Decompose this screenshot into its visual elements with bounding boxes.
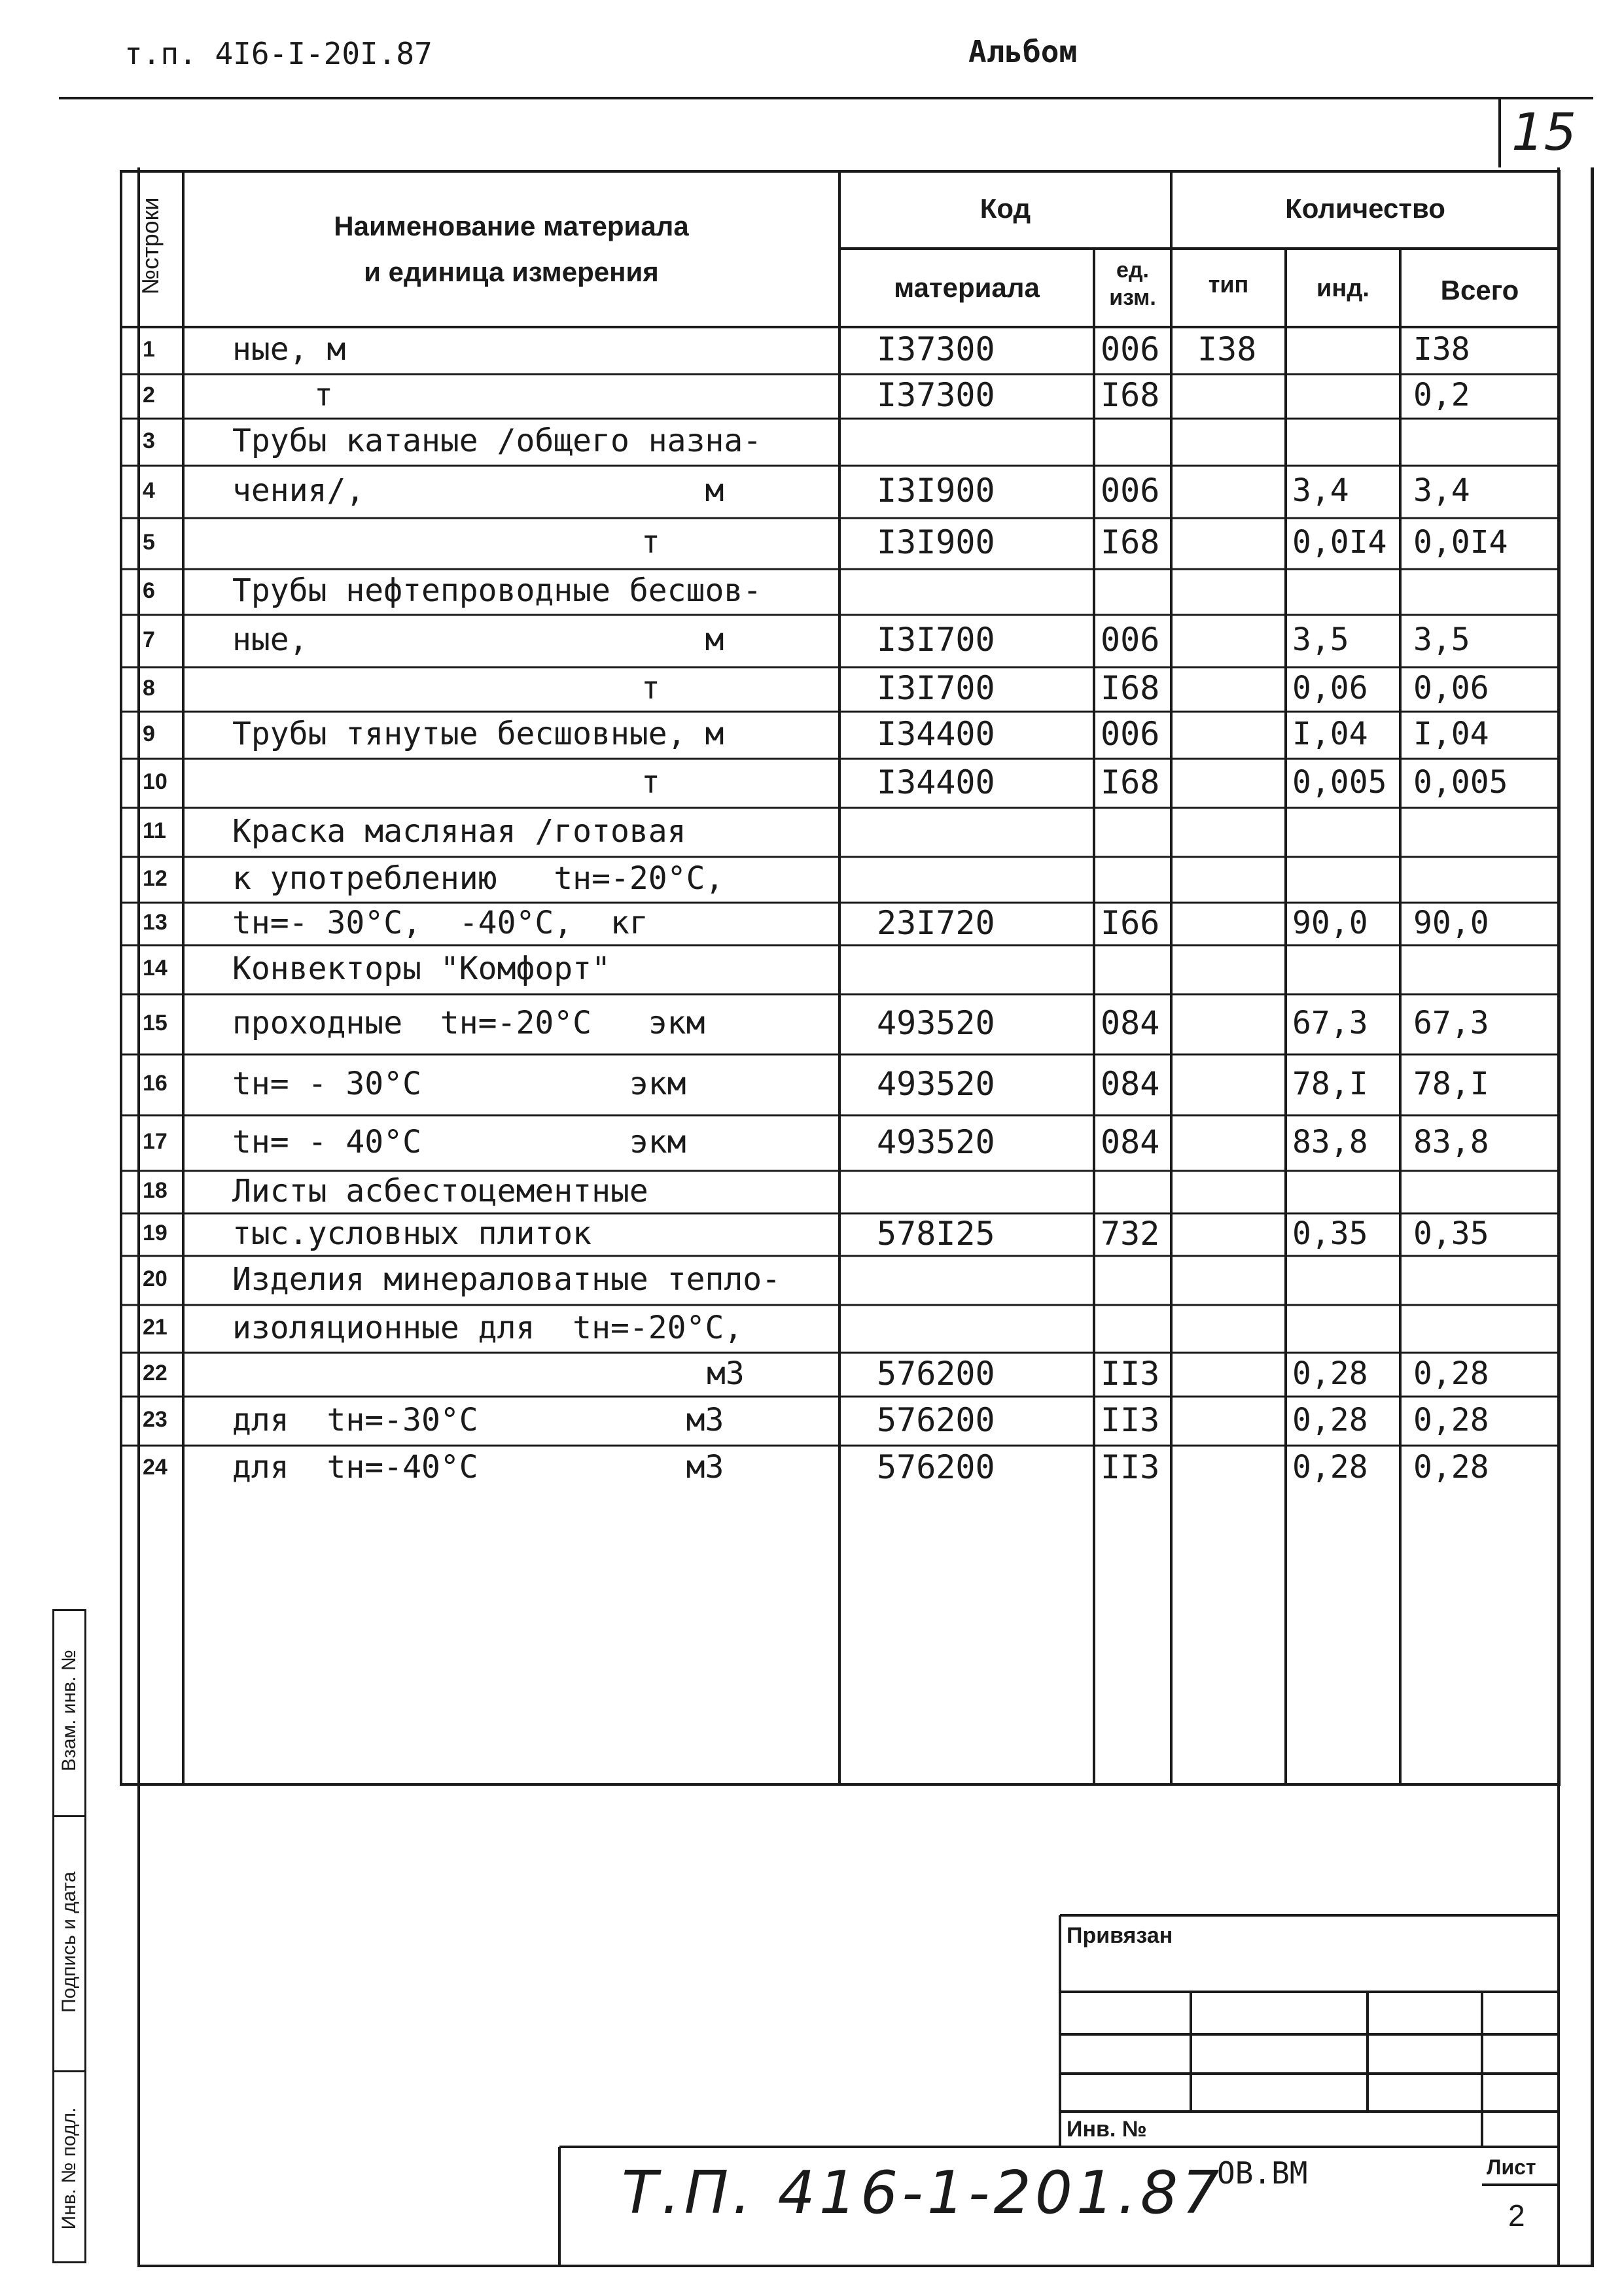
material-name: тыс.условных плиток xyxy=(232,1215,592,1252)
unit-code: 006 xyxy=(1101,330,1160,368)
unit-code: 084 xyxy=(1101,1122,1160,1161)
quantity-ind: 67,3 xyxy=(1292,1005,1368,1042)
row-number: 6 xyxy=(143,578,155,603)
quantity-total: 78,I xyxy=(1413,1065,1489,1102)
material-name: т xyxy=(641,670,660,707)
row-number: 11 xyxy=(143,818,166,844)
row-number: 13 xyxy=(143,910,168,935)
quantity-ind: 0,28 xyxy=(1292,1449,1368,1486)
row-number: 8 xyxy=(143,675,155,701)
material-code: I37300 xyxy=(877,376,995,414)
quantity-ind: 83,8 xyxy=(1292,1123,1368,1160)
material-name: Краска масляная /готовая xyxy=(232,812,686,850)
unit-code: II3 xyxy=(1101,1448,1160,1486)
material-code: 493520 xyxy=(877,1064,995,1103)
drawing-set-code: ОВ.ВМ xyxy=(1217,2155,1308,2191)
row-number: 3 xyxy=(143,428,155,453)
signature-date-label: Подпись и дата xyxy=(58,1871,80,2013)
quantity-ind: 3,4 xyxy=(1292,472,1349,510)
row-number: 12 xyxy=(143,865,168,891)
code-header: Код xyxy=(980,193,1031,224)
row-number: 17 xyxy=(143,1129,168,1155)
row-number: 2 xyxy=(143,382,155,408)
quantity-ind: I,04 xyxy=(1292,716,1368,753)
material-name: Трубы катаные /общего назна- xyxy=(232,423,762,460)
row-number: 9 xyxy=(143,721,155,746)
quantity-total: I38 xyxy=(1413,331,1470,368)
material-name: Изделия минераловатные тепло- xyxy=(232,1261,781,1298)
row-number: 10 xyxy=(143,769,168,795)
quantity-total: 0,28 xyxy=(1413,1401,1489,1438)
unit-code: 006 xyxy=(1101,621,1160,659)
material-code: I3I700 xyxy=(877,669,995,707)
material-code: 576200 xyxy=(877,1400,995,1439)
unit-code: II3 xyxy=(1101,1354,1160,1393)
unit-header-line2: изм. xyxy=(1109,285,1156,310)
row-number: 15 xyxy=(143,1010,168,1035)
material-code: 576200 xyxy=(877,1354,995,1393)
row-number: 18 xyxy=(143,1178,168,1204)
material-code: 493520 xyxy=(877,1122,995,1161)
row-number: 1 xyxy=(143,336,155,362)
material-name: Листы асбестоцементные xyxy=(232,1172,648,1209)
sheet-value: 2 xyxy=(1508,2199,1525,2233)
row-number: 14 xyxy=(143,956,168,981)
row-number: 23 xyxy=(143,1407,168,1433)
quantity-total: 90,0 xyxy=(1413,904,1489,941)
quantity-ind: 0,06 xyxy=(1292,670,1368,707)
material-name: Трубы тянутые бесшовные, м xyxy=(232,716,724,753)
unit-header-line1: ед. xyxy=(1116,258,1149,283)
quantity-total: 0,06 xyxy=(1413,670,1489,707)
total-header: Всего xyxy=(1440,275,1519,305)
name-header-line2: и единица измерения xyxy=(364,256,659,287)
quantity-total: 3,5 xyxy=(1413,621,1470,659)
ind-header: инд. xyxy=(1316,275,1369,302)
quantity-ind: 78,I xyxy=(1292,1065,1368,1102)
quantity-ind: 0,35 xyxy=(1292,1215,1368,1252)
linked-label: Привязан xyxy=(1067,1923,1173,1948)
row-number: 5 xyxy=(143,529,155,555)
quantity-ind: 0,28 xyxy=(1292,1401,1368,1438)
row-number: 20 xyxy=(143,1266,168,1292)
material-name: к употреблению tн=-20°С, xyxy=(232,860,724,897)
material-name: изоляционные для tн=-20°С, xyxy=(232,1309,743,1346)
quantity-total: 67,3 xyxy=(1413,1005,1489,1042)
unit-code: 084 xyxy=(1101,1004,1160,1042)
quantity-total: 0,28 xyxy=(1413,1355,1489,1392)
replacement-inventory-label: Взам. инв. № xyxy=(58,1650,80,1771)
unit-code: 084 xyxy=(1101,1064,1160,1103)
quantity-header: Количество xyxy=(1285,193,1445,224)
material-name: tн= - 30°С экм xyxy=(232,1065,686,1102)
stamp-inventory-label: Инв. № xyxy=(1067,2117,1147,2142)
material-name: Конвекторы "Комфорт" xyxy=(232,950,610,987)
quantity-total: 0,2 xyxy=(1413,377,1470,414)
unit-code: I68 xyxy=(1101,669,1160,707)
material-header: материала xyxy=(894,272,1040,303)
material-name: Трубы нефтепроводные бесшов- xyxy=(232,572,762,610)
row-number: 16 xyxy=(143,1071,168,1096)
row-number: 22 xyxy=(143,1361,168,1386)
unit-code: 006 xyxy=(1101,472,1160,510)
material-name: чения/, м xyxy=(232,472,724,510)
material-code: I3I700 xyxy=(877,621,995,659)
material-code: I3I900 xyxy=(877,523,995,561)
material-name: tн= - 40°С экм xyxy=(232,1123,686,1160)
row-number: 21 xyxy=(143,1315,168,1340)
material-name: проходные tн=-20°С экм xyxy=(232,1005,705,1042)
quantity-total: 0,35 xyxy=(1413,1215,1489,1252)
material-code: I37300 xyxy=(877,330,995,368)
quantity-ind: 90,0 xyxy=(1292,904,1368,941)
quantity-total: I,04 xyxy=(1413,716,1489,753)
material-name: для tн=-40°С м3 xyxy=(232,1449,724,1486)
name-header-line1: Наименование материала xyxy=(334,211,689,241)
material-code: I34400 xyxy=(877,763,995,801)
quantity-total: 0,005 xyxy=(1413,763,1508,801)
sheet-label: Лист xyxy=(1487,2155,1536,2179)
quantity-total: 0,0I4 xyxy=(1413,524,1508,561)
original-inventory-label: Инв. № подл. xyxy=(58,2107,80,2230)
quantity-total: 83,8 xyxy=(1413,1123,1489,1160)
material-name: для tн=-30°С м3 xyxy=(232,1401,724,1438)
album-label: Альбом xyxy=(968,34,1078,69)
unit-code: I68 xyxy=(1101,523,1160,561)
material-name: ные, м xyxy=(232,621,724,659)
material-code: I3I900 xyxy=(877,472,995,510)
row-number: 7 xyxy=(143,627,155,652)
unit-code: I68 xyxy=(1101,376,1160,414)
row-number: 24 xyxy=(143,1454,168,1480)
document-reference: т.п. 4I6-I-20I.87 xyxy=(124,36,432,71)
type-header: тип xyxy=(1208,271,1249,298)
material-name: ные, м xyxy=(232,331,346,368)
quantity-ind: 3,5 xyxy=(1292,621,1349,659)
quantity-ind: 0,28 xyxy=(1292,1355,1368,1392)
material-code: 23I720 xyxy=(877,903,995,942)
material-code: 576200 xyxy=(877,1448,995,1486)
material-name: tн=- 30°С, -40°С, кг xyxy=(232,904,648,941)
material-name: т xyxy=(314,377,333,414)
row-number: 4 xyxy=(143,478,155,503)
material-name: м3 xyxy=(707,1355,745,1392)
row-number: 19 xyxy=(143,1221,168,1246)
quantity-type: I38 xyxy=(1197,330,1257,368)
material-name: т xyxy=(641,763,660,801)
row-number-header: №строки xyxy=(137,197,164,295)
material-code: 493520 xyxy=(877,1004,995,1042)
quantity-total: 0,28 xyxy=(1413,1449,1489,1486)
unit-code: I68 xyxy=(1101,763,1160,801)
sheet-number: 15 xyxy=(1511,103,1577,162)
handwritten-document-code: Т.П. 416-1-201.87 xyxy=(622,2159,1224,2227)
unit-code: 732 xyxy=(1101,1214,1160,1253)
quantity-ind: 0,005 xyxy=(1292,763,1387,801)
quantity-total: 3,4 xyxy=(1413,472,1470,510)
unit-code: 006 xyxy=(1101,715,1160,753)
quantity-ind: 0,0I4 xyxy=(1292,524,1387,561)
unit-code: I66 xyxy=(1101,903,1160,942)
unit-code: II3 xyxy=(1101,1400,1160,1439)
material-code: I34400 xyxy=(877,715,995,753)
material-name: т xyxy=(641,524,660,561)
material-code: 578I25 xyxy=(877,1214,995,1253)
